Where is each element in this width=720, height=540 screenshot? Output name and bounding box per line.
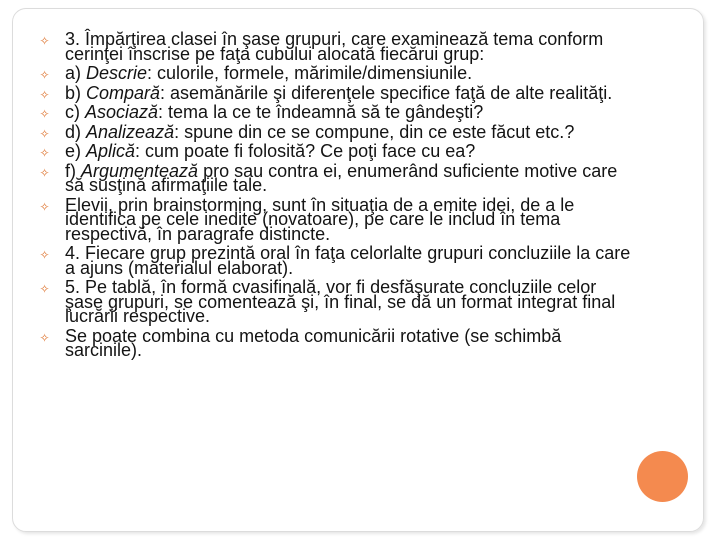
item-text: e) bbox=[65, 141, 87, 161]
item-text-rest: : culorile, formele, mărimile/dimensiunile. bbox=[147, 63, 473, 83]
list-item bbox=[38, 325, 638, 360]
item-text: c) bbox=[65, 102, 85, 122]
item-text: f) bbox=[65, 160, 81, 181]
item-text-rest: : spune din ce se compune, din ce este făcut etc.? bbox=[174, 121, 575, 142]
item-text-rest: : cum poate fi folosită? Ce poţi face cu ea? bbox=[135, 141, 476, 161]
item-text: 3. Împărţirea clasei în şase grupuri, care examinează tema conform cerinţei înscrise pe faţa cubului alocată fiecărui grup: bbox=[65, 29, 604, 64]
item-emphasis: Analizează bbox=[86, 121, 175, 142]
hollow-diamond-flower-icon: ✧ bbox=[39, 282, 50, 296]
hollow-diamond-flower-icon: ✧ bbox=[39, 107, 50, 121]
list-item bbox=[38, 102, 638, 122]
list-item bbox=[38, 63, 638, 83]
list-item bbox=[38, 141, 638, 161]
hollow-diamond-flower-icon: ✧ bbox=[39, 248, 50, 262]
list-item bbox=[38, 160, 638, 195]
item-emphasis: Compară bbox=[86, 82, 161, 103]
hollow-diamond-flower-icon: ✧ bbox=[39, 165, 50, 180]
item-emphasis: Descrie bbox=[86, 63, 148, 83]
list-item bbox=[38, 277, 638, 326]
list-item bbox=[38, 121, 638, 142]
list-item bbox=[38, 194, 638, 244]
hollow-diamond-flower-icon: ✧ bbox=[39, 87, 50, 102]
hollow-diamond-flower-icon: ✧ bbox=[39, 34, 50, 48]
list-item bbox=[38, 82, 638, 103]
item-emphasis: Asociază bbox=[85, 102, 159, 122]
item-text: 5. Pe tablă, în formă cvasifinală, vor fi desfăşurate concluziile celor şase grupuri, se comentează şi, în final, se dă un format integrat final lucrării respective. bbox=[65, 277, 616, 326]
bullet-list bbox=[38, 29, 638, 363]
item-text-rest: pro sau contra ei, enumerând suficiente motive care să susţină afirmaţiile tale. bbox=[65, 160, 618, 195]
item-text: Elevii, prin brainstorming, sunt în situaţia de a emite idei, de a le identifica pe cele inedite (novatoare), pe care le includ în tema respectivă, în paragrafe distincte. bbox=[65, 194, 575, 244]
item-text: 4. Fiecare grup prezintă oral în faţa celorlalte grupuri concluziile la care a ajuns (materialul elaborat). bbox=[65, 243, 631, 278]
item-text: b) bbox=[65, 82, 87, 103]
item-text-rest: : asemănările şi diferenţele specifice faţă de alte realităţi. bbox=[160, 82, 613, 103]
item-emphasis: Aplică bbox=[86, 141, 136, 161]
item-text: a) bbox=[65, 63, 87, 83]
item-emphasis: Argumentează bbox=[81, 160, 199, 181]
item-text-rest: : tema la ce te îndeamnă să te gândeşti? bbox=[158, 102, 484, 122]
hollow-diamond-flower-icon: ✧ bbox=[39, 330, 50, 345]
hollow-diamond-flower-icon: ✧ bbox=[39, 199, 50, 214]
item-text: Se poate combina cu metoda comunicării rotative (se schimbă sarcinile). bbox=[65, 325, 562, 360]
item-text: d) bbox=[65, 121, 87, 142]
orange-circle-decoration bbox=[637, 451, 688, 502]
hollow-diamond-flower-icon: ✧ bbox=[39, 146, 50, 160]
list-item bbox=[38, 29, 638, 64]
hollow-diamond-flower-icon: ✧ bbox=[39, 68, 50, 82]
hollow-diamond-flower-icon: ✧ bbox=[39, 126, 50, 141]
list-item bbox=[38, 243, 638, 278]
